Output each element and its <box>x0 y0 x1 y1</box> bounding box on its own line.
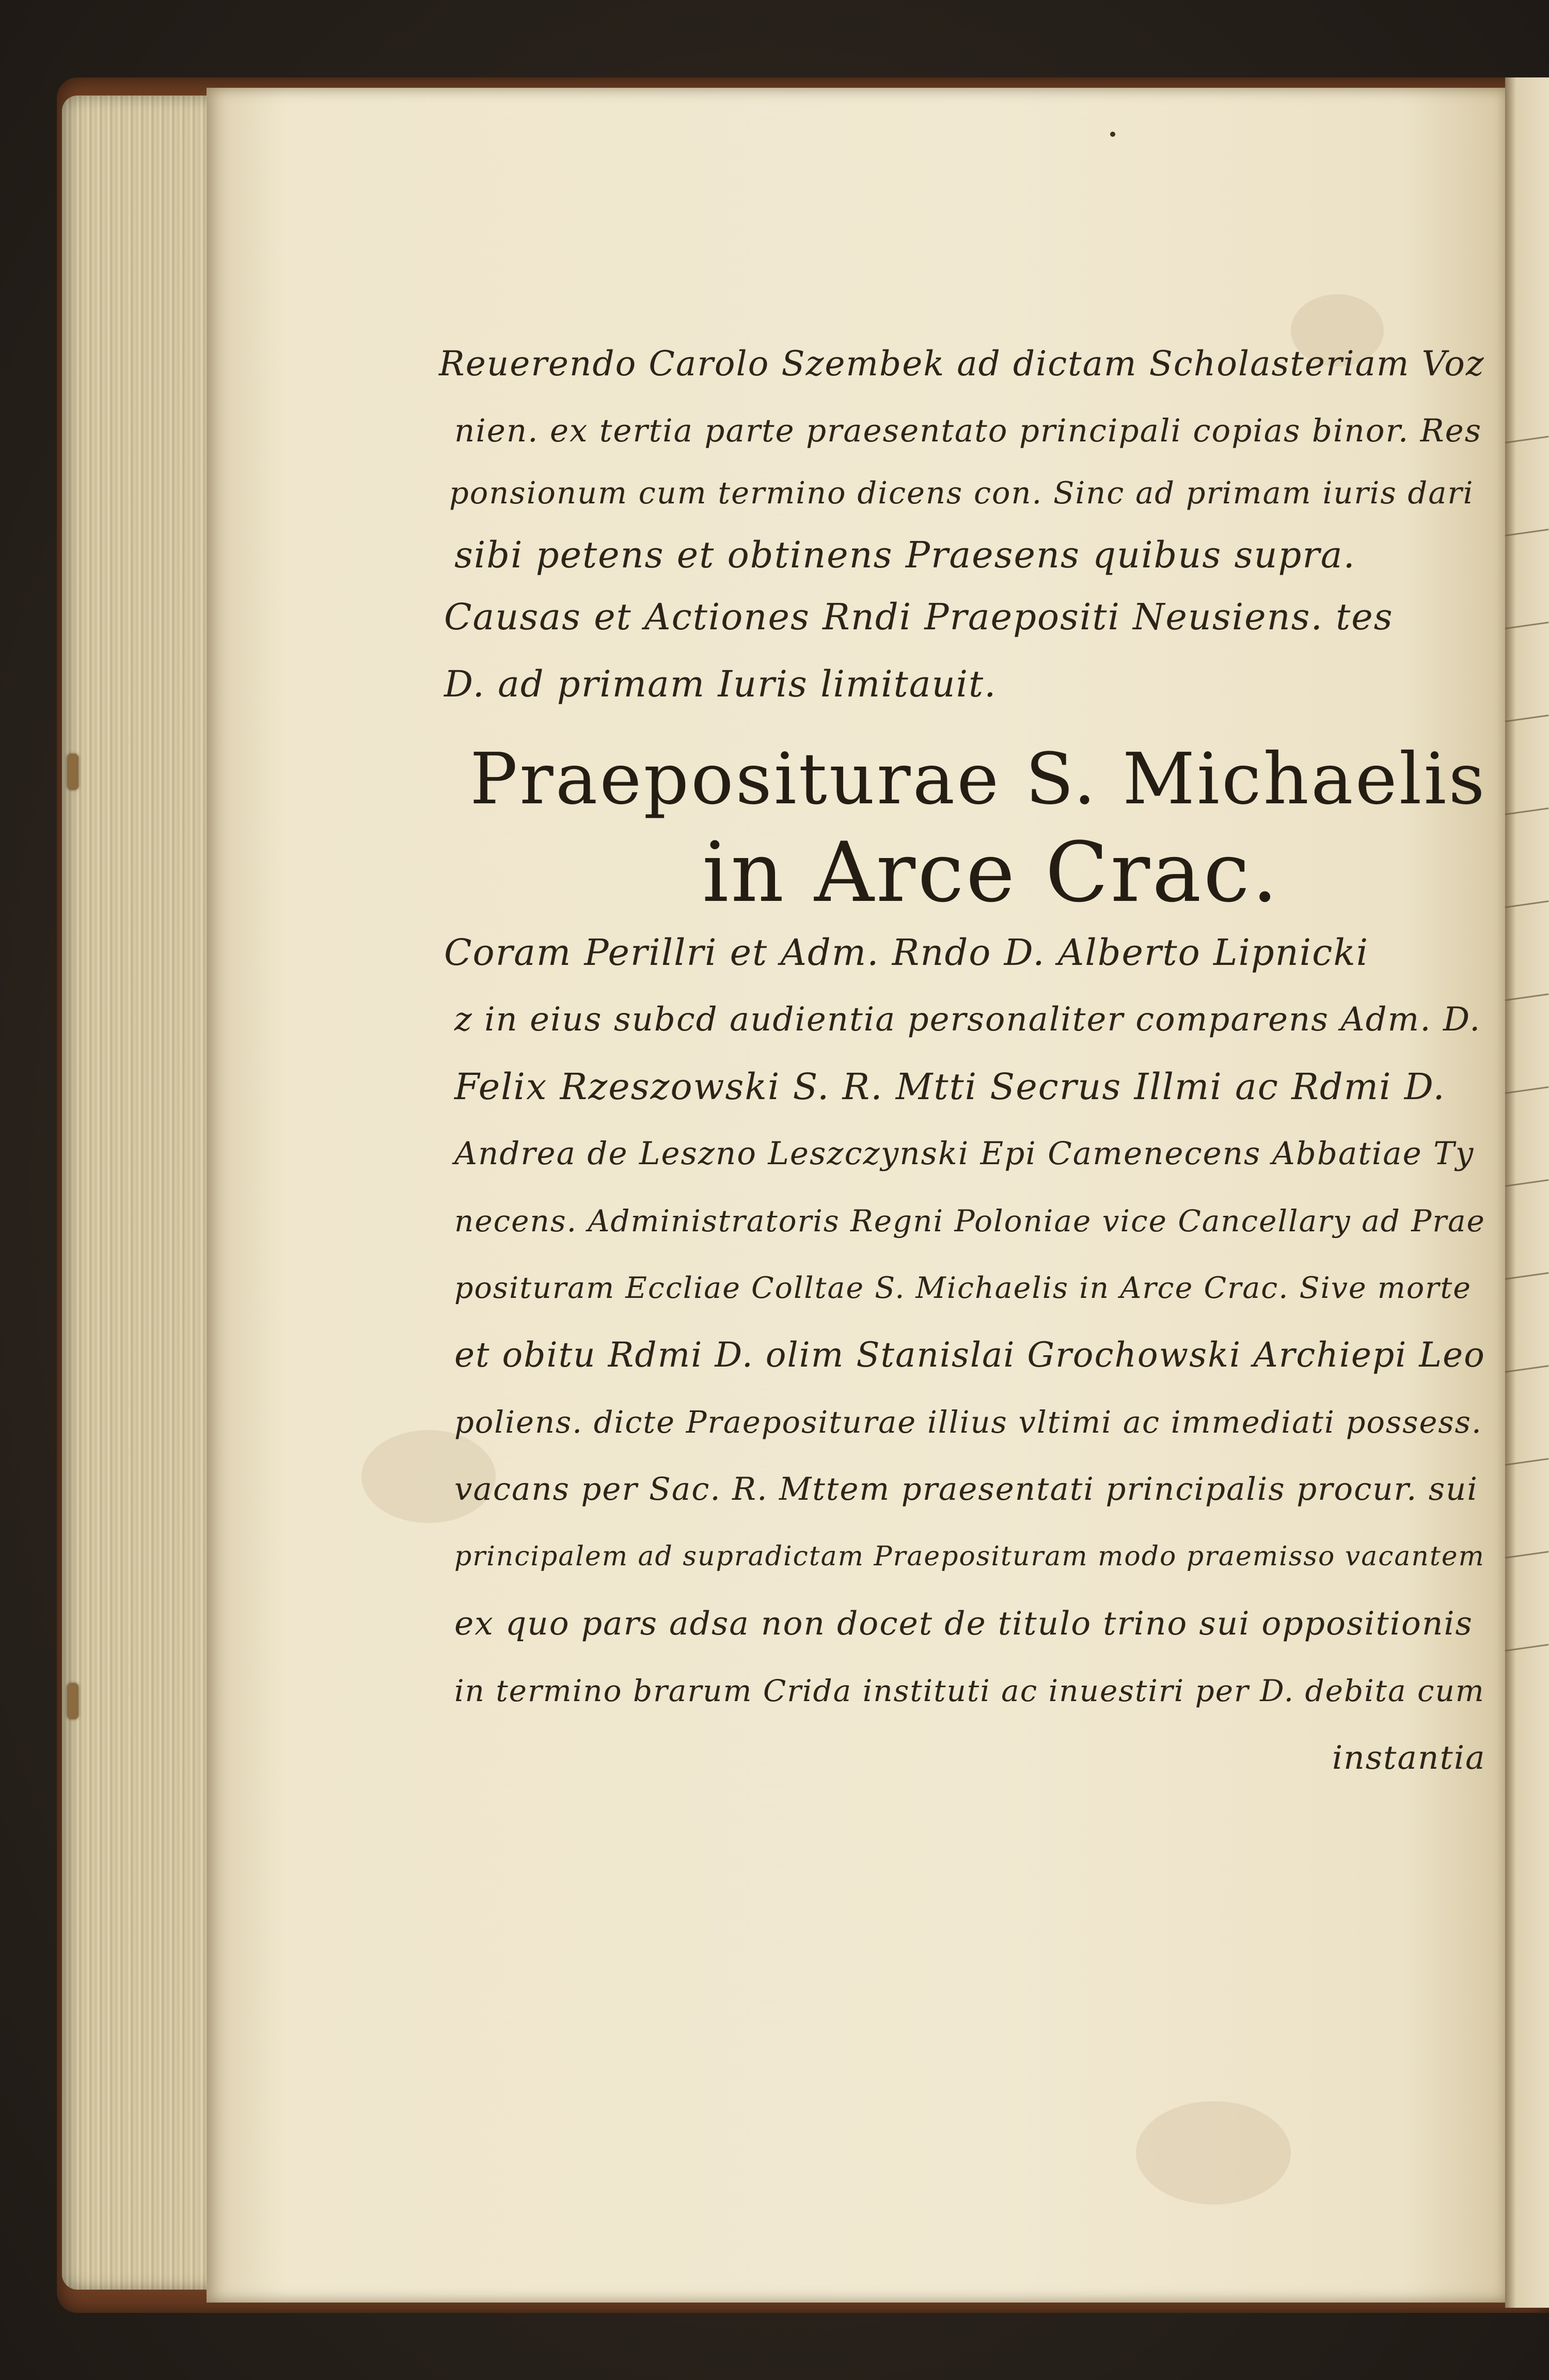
text-line: Coram Perillri et Adm. Rndo D. Alberto Lipnicki <box>444 931 1369 974</box>
clasp-icon <box>67 754 78 790</box>
ink-dot <box>1110 132 1115 137</box>
text-line: D. ad primam Iuris limitauit. <box>444 663 997 705</box>
section-heading: in Arce Crac. <box>702 824 1281 921</box>
facing-page-edge <box>1505 77 1549 2308</box>
text-line: Causas et Actiones Rndi Praepositi Neusiens. tes <box>444 596 1394 638</box>
clasp-icon <box>67 1683 78 1719</box>
catchword: instantia <box>1332 1739 1486 1776</box>
text-line: ponsionum cum termino dicens con. Sinc ad primam iuris dari <box>449 475 1474 511</box>
section-heading: Praepositurae S. Michaelis <box>470 738 1487 820</box>
text-line: posituram Eccliae Colltae S. Michaelis in Arce Crac. Sive morte <box>454 1271 1472 1305</box>
text-line: in termino brarum Crida instituti ac inuestiri per D. debita cum <box>454 1673 1485 1708</box>
text-line: z in eius subcd audientia personaliter comparens Adm. D. <box>454 1001 1481 1039</box>
text-line: et obitu Rdmi D. olim Stanislai Grochowski Archiepi Leo <box>454 1335 1485 1375</box>
text-line: sibi petens et obtinens Praesens quibus supra. <box>454 534 1356 576</box>
page-edges <box>62 96 217 2290</box>
text-line: Felix Rzeszowski S. R. Mtti Secrus Illmi ac Rdmi D. <box>454 1066 1446 1108</box>
text-line: Reuerendo Carolo Szembek ad dictam Scholasteriam Voz <box>439 344 1485 384</box>
text-line: Andrea de Leszno Leszczynski Epi Camenecens Abbatiae Ty <box>454 1135 1475 1172</box>
text-line: nien. ex tertia parte praesentato principali copias binor. Res <box>454 412 1482 449</box>
text-line: necens. Administratoris Regni Poloniae vice Cancellary ad Prae <box>454 1203 1485 1239</box>
text-line: ex quo pars adsa non docet de titulo trino sui oppositionis <box>454 1605 1473 1642</box>
text-line: vacans per Sac. R. Mttem praesentati principalis procur. sui <box>454 1471 1478 1508</box>
text-line: principalem ad supradictam Praeposituram modo praemisso vacantem <box>454 1541 1485 1572</box>
text-line: poliens. dicte Praepositurae illius vltimi ac immediati possess. <box>454 1404 1482 1440</box>
